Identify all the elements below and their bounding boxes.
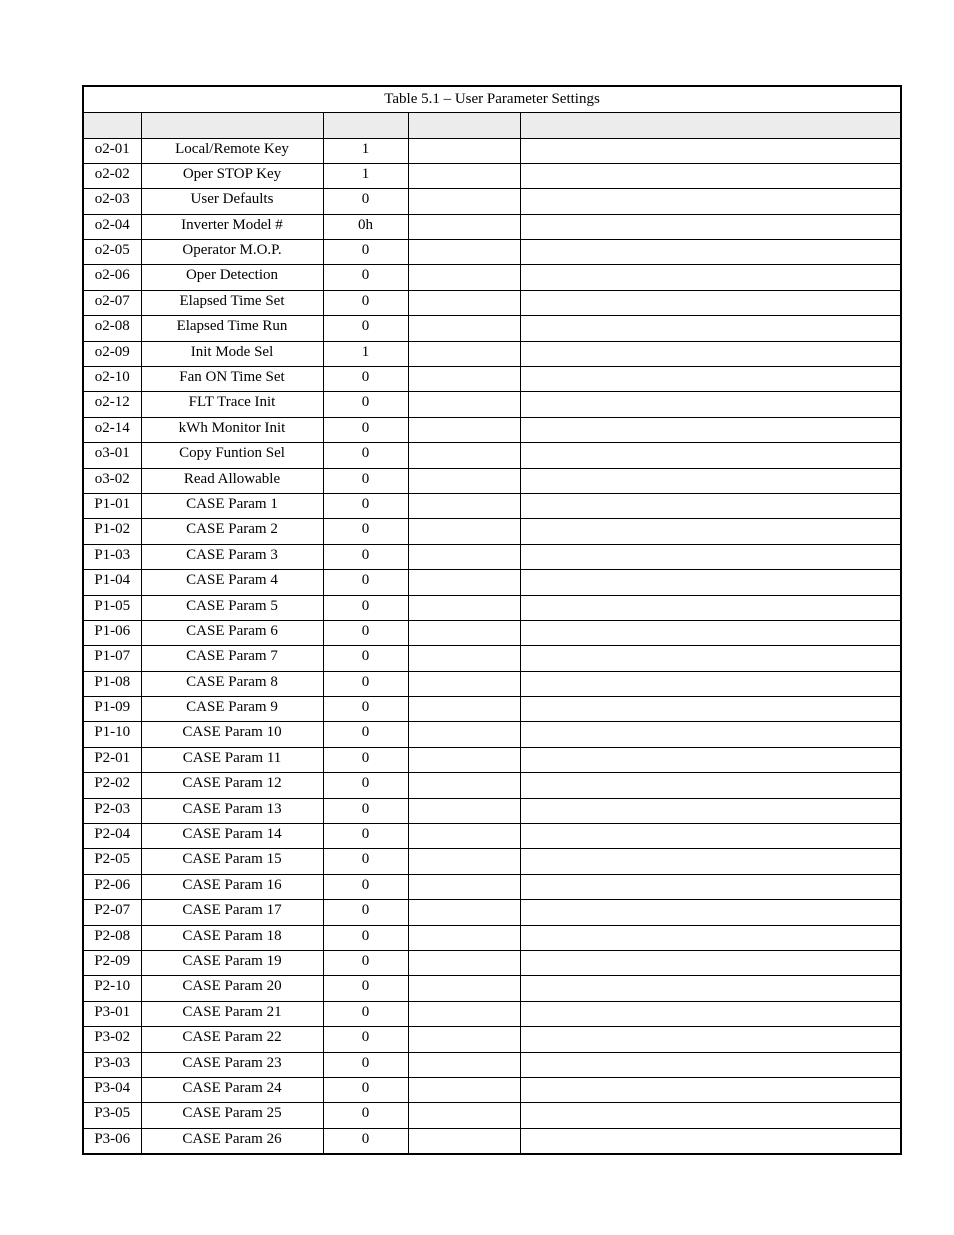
param-cell: P2-06	[83, 874, 141, 899]
param-cell: P2-03	[83, 798, 141, 823]
name-cell: Fan ON Time Set	[141, 367, 323, 392]
param-cell: o2-10	[83, 367, 141, 392]
table-row	[83, 214, 901, 239]
user-setting-cell	[408, 570, 520, 595]
table-row	[83, 468, 901, 493]
notes-cell	[520, 925, 901, 950]
default-value-cell: 0	[323, 798, 408, 823]
notes-cell	[520, 874, 901, 899]
notes-cell	[520, 392, 901, 417]
name-cell: Inverter Model #	[141, 214, 323, 239]
default-value-cell: 0	[323, 849, 408, 874]
user-setting-cell	[408, 1027, 520, 1052]
param-cell: P2-01	[83, 747, 141, 772]
notes-cell	[520, 163, 901, 188]
param-cell: P2-09	[83, 951, 141, 976]
table-row	[83, 900, 901, 925]
user-setting-cell	[408, 976, 520, 1001]
notes-cell	[520, 316, 901, 341]
default-value-cell: 0	[323, 443, 408, 468]
notes-cell	[520, 265, 901, 290]
default-value-cell: 0	[323, 824, 408, 849]
name-cell: Oper STOP Key	[141, 163, 323, 188]
name-cell: CASE Param 4	[141, 570, 323, 595]
table-row	[83, 722, 901, 747]
user-setting-cell	[408, 1128, 520, 1153]
default-value-cell: 1	[323, 341, 408, 366]
default-value-cell: 0h	[323, 214, 408, 239]
param-cell: P1-04	[83, 570, 141, 595]
table-row	[83, 417, 901, 442]
notes-cell	[520, 722, 901, 747]
param-cell: P1-08	[83, 671, 141, 696]
default-value-cell: 0	[323, 316, 408, 341]
table-row	[83, 570, 901, 595]
param-cell: o2-02	[83, 163, 141, 188]
param-cell: P1-02	[83, 519, 141, 544]
default-value-cell: 0	[323, 722, 408, 747]
name-cell: CASE Param 13	[141, 798, 323, 823]
name-cell: CASE Param 12	[141, 773, 323, 798]
param-cell: o2-08	[83, 316, 141, 341]
default-value-cell: 0	[323, 1027, 408, 1052]
user-setting-cell	[408, 290, 520, 315]
name-cell: Init Mode Sel	[141, 341, 323, 366]
param-cell: P2-04	[83, 824, 141, 849]
table-row	[83, 595, 901, 620]
user-setting-cell	[408, 519, 520, 544]
table-row	[83, 976, 901, 1001]
notes-cell	[520, 544, 901, 569]
notes-cell	[520, 671, 901, 696]
notes-cell	[520, 849, 901, 874]
default-value-cell: 0	[323, 392, 408, 417]
header-cell-parameter	[83, 112, 141, 138]
table-row	[83, 265, 901, 290]
user-setting-cell	[408, 595, 520, 620]
default-value-cell: 0	[323, 925, 408, 950]
default-value-cell: 0	[323, 290, 408, 315]
name-cell: CASE Param 26	[141, 1128, 323, 1153]
param-cell: o2-05	[83, 240, 141, 265]
name-cell: CASE Param 3	[141, 544, 323, 569]
user-setting-cell	[408, 773, 520, 798]
default-value-cell: 0	[323, 1103, 408, 1128]
param-cell: o2-06	[83, 265, 141, 290]
notes-cell	[520, 747, 901, 772]
table-row	[83, 1103, 901, 1128]
table-header-row	[83, 112, 901, 138]
default-value-cell: 0	[323, 468, 408, 493]
table-row	[83, 1001, 901, 1026]
header-cell-user-setting	[408, 112, 520, 138]
table-row	[83, 951, 901, 976]
notes-cell	[520, 1001, 901, 1026]
notes-cell	[520, 798, 901, 823]
name-cell: Elapsed Time Run	[141, 316, 323, 341]
name-cell: CASE Param 23	[141, 1052, 323, 1077]
user-setting-cell	[408, 316, 520, 341]
param-cell: P3-04	[83, 1077, 141, 1102]
notes-cell	[520, 1052, 901, 1077]
user-setting-cell	[408, 1001, 520, 1026]
user-setting-cell	[408, 874, 520, 899]
user-setting-cell	[408, 214, 520, 239]
name-cell: CASE Param 25	[141, 1103, 323, 1128]
table-row	[83, 240, 901, 265]
name-cell: CASE Param 9	[141, 697, 323, 722]
param-cell: P1-10	[83, 722, 141, 747]
name-cell: User Defaults	[141, 189, 323, 214]
user-parameter-settings-table	[82, 85, 902, 1155]
notes-cell	[520, 773, 901, 798]
header-cell-default	[323, 112, 408, 138]
user-setting-cell	[408, 849, 520, 874]
user-setting-cell	[408, 747, 520, 772]
table-row	[83, 138, 901, 163]
user-setting-cell	[408, 798, 520, 823]
notes-cell	[520, 570, 901, 595]
default-value-cell: 0	[323, 976, 408, 1001]
user-setting-cell	[408, 544, 520, 569]
default-value-cell: 0	[323, 671, 408, 696]
name-cell: CASE Param 16	[141, 874, 323, 899]
default-value-cell: 0	[323, 417, 408, 442]
default-value-cell: 0	[323, 519, 408, 544]
param-cell: P2-02	[83, 773, 141, 798]
notes-cell	[520, 341, 901, 366]
name-cell: CASE Param 21	[141, 1001, 323, 1026]
name-cell: Local/Remote Key	[141, 138, 323, 163]
default-value-cell: 0	[323, 620, 408, 645]
user-setting-cell	[408, 1052, 520, 1077]
notes-cell	[520, 138, 901, 163]
param-cell: o2-09	[83, 341, 141, 366]
user-setting-cell	[408, 468, 520, 493]
notes-cell	[520, 976, 901, 1001]
param-cell: P2-10	[83, 976, 141, 1001]
user-setting-cell	[408, 443, 520, 468]
notes-cell	[520, 1128, 901, 1153]
param-cell: o2-01	[83, 138, 141, 163]
default-value-cell: 0	[323, 1077, 408, 1102]
name-cell: Elapsed Time Set	[141, 290, 323, 315]
table-row	[83, 392, 901, 417]
default-value-cell: 0	[323, 1001, 408, 1026]
name-cell: CASE Param 1	[141, 493, 323, 518]
user-setting-cell	[408, 671, 520, 696]
param-cell: P2-05	[83, 849, 141, 874]
header-cell-name	[141, 112, 323, 138]
user-setting-cell	[408, 925, 520, 950]
table-row	[83, 519, 901, 544]
notes-cell	[520, 519, 901, 544]
user-setting-cell	[408, 646, 520, 671]
name-cell: Oper Detection	[141, 265, 323, 290]
notes-cell	[520, 1027, 901, 1052]
table-row	[83, 747, 901, 772]
notes-cell	[520, 697, 901, 722]
user-setting-cell	[408, 240, 520, 265]
notes-cell	[520, 824, 901, 849]
table-row	[83, 849, 901, 874]
name-cell: Operator M.O.P.	[141, 240, 323, 265]
notes-cell	[520, 1077, 901, 1102]
default-value-cell: 0	[323, 265, 408, 290]
table-row	[83, 163, 901, 188]
table-row	[83, 443, 901, 468]
name-cell: CASE Param 6	[141, 620, 323, 645]
param-cell: P2-07	[83, 900, 141, 925]
notes-cell	[520, 646, 901, 671]
table-row	[83, 290, 901, 315]
table-row	[83, 620, 901, 645]
table-row	[83, 773, 901, 798]
default-value-cell: 0	[323, 493, 408, 518]
user-setting-cell	[408, 697, 520, 722]
param-cell: o3-01	[83, 443, 141, 468]
param-cell: P2-08	[83, 925, 141, 950]
default-value-cell: 0	[323, 1052, 408, 1077]
default-value-cell: 0	[323, 951, 408, 976]
user-setting-cell	[408, 900, 520, 925]
name-cell: CASE Param 8	[141, 671, 323, 696]
param-cell: o2-12	[83, 392, 141, 417]
name-cell: kWh Monitor Init	[141, 417, 323, 442]
user-setting-cell	[408, 951, 520, 976]
name-cell: CASE Param 24	[141, 1077, 323, 1102]
name-cell: CASE Param 14	[141, 824, 323, 849]
param-cell: P1-05	[83, 595, 141, 620]
user-setting-cell	[408, 163, 520, 188]
name-cell: CASE Param 7	[141, 646, 323, 671]
param-cell: o3-02	[83, 468, 141, 493]
notes-cell	[520, 417, 901, 442]
notes-cell	[520, 240, 901, 265]
param-cell: P1-01	[83, 493, 141, 518]
user-setting-cell	[408, 367, 520, 392]
notes-cell	[520, 900, 901, 925]
table-row	[83, 874, 901, 899]
default-value-cell: 0	[323, 367, 408, 392]
table-row	[83, 1052, 901, 1077]
param-cell: o2-07	[83, 290, 141, 315]
default-value-cell: 0	[323, 874, 408, 899]
name-cell: CASE Param 10	[141, 722, 323, 747]
param-cell: P3-02	[83, 1027, 141, 1052]
user-setting-cell	[408, 341, 520, 366]
name-cell: CASE Param 11	[141, 747, 323, 772]
user-setting-cell	[408, 722, 520, 747]
default-value-cell: 0	[323, 900, 408, 925]
param-cell: P3-05	[83, 1103, 141, 1128]
table-row	[83, 824, 901, 849]
default-value-cell: 0	[323, 189, 408, 214]
default-value-cell: 0	[323, 240, 408, 265]
table-row	[83, 798, 901, 823]
table-row	[83, 341, 901, 366]
param-cell: o2-04	[83, 214, 141, 239]
default-value-cell: 0	[323, 646, 408, 671]
table-row	[83, 189, 901, 214]
param-cell: P3-06	[83, 1128, 141, 1153]
name-cell: CASE Param 15	[141, 849, 323, 874]
table-title-row	[83, 86, 901, 112]
default-value-cell: 0	[323, 570, 408, 595]
param-cell: P1-09	[83, 697, 141, 722]
name-cell: FLT Trace Init	[141, 392, 323, 417]
notes-cell	[520, 1103, 901, 1128]
user-setting-cell	[408, 138, 520, 163]
table-row	[83, 1077, 901, 1102]
table-row	[83, 544, 901, 569]
table-row	[83, 367, 901, 392]
header-cell-notes	[520, 112, 901, 138]
user-setting-cell	[408, 417, 520, 442]
table-row	[83, 493, 901, 518]
param-cell: P1-07	[83, 646, 141, 671]
table-row	[83, 316, 901, 341]
default-value-cell: 0	[323, 747, 408, 772]
param-cell: P1-06	[83, 620, 141, 645]
table-row	[83, 697, 901, 722]
notes-cell	[520, 189, 901, 214]
name-cell: CASE Param 18	[141, 925, 323, 950]
name-cell: Read Allowable	[141, 468, 323, 493]
notes-cell	[520, 290, 901, 315]
notes-cell	[520, 951, 901, 976]
table-row	[83, 671, 901, 696]
default-value-cell: 0	[323, 595, 408, 620]
notes-cell	[520, 493, 901, 518]
default-value-cell: 0	[323, 697, 408, 722]
default-value-cell: 0	[323, 773, 408, 798]
name-cell: CASE Param 17	[141, 900, 323, 925]
name-cell: CASE Param 19	[141, 951, 323, 976]
param-cell: o2-03	[83, 189, 141, 214]
notes-cell	[520, 620, 901, 645]
default-value-cell: 1	[323, 163, 408, 188]
param-cell: P3-01	[83, 1001, 141, 1026]
name-cell: Copy Funtion Sel	[141, 443, 323, 468]
param-cell: P3-03	[83, 1052, 141, 1077]
name-cell: CASE Param 5	[141, 595, 323, 620]
notes-cell	[520, 443, 901, 468]
user-setting-cell	[408, 824, 520, 849]
table-row	[83, 925, 901, 950]
table-row	[83, 1027, 901, 1052]
name-cell: CASE Param 2	[141, 519, 323, 544]
param-cell: o2-14	[83, 417, 141, 442]
table-row	[83, 1128, 901, 1153]
user-setting-cell	[408, 1103, 520, 1128]
notes-cell	[520, 468, 901, 493]
param-cell: P1-03	[83, 544, 141, 569]
default-value-cell: 0	[323, 544, 408, 569]
notes-cell	[520, 595, 901, 620]
notes-cell	[520, 367, 901, 392]
user-setting-cell	[408, 265, 520, 290]
table-body	[83, 138, 901, 1154]
user-setting-cell	[408, 620, 520, 645]
user-setting-cell	[408, 189, 520, 214]
name-cell: CASE Param 22	[141, 1027, 323, 1052]
notes-cell	[520, 214, 901, 239]
user-setting-cell	[408, 493, 520, 518]
user-setting-cell	[408, 392, 520, 417]
table-title: Table 5.1 – User Parameter Settings	[83, 86, 901, 112]
name-cell: CASE Param 20	[141, 976, 323, 1001]
default-value-cell: 0	[323, 1128, 408, 1153]
default-value-cell: 1	[323, 138, 408, 163]
table-row	[83, 646, 901, 671]
user-setting-cell	[408, 1077, 520, 1102]
